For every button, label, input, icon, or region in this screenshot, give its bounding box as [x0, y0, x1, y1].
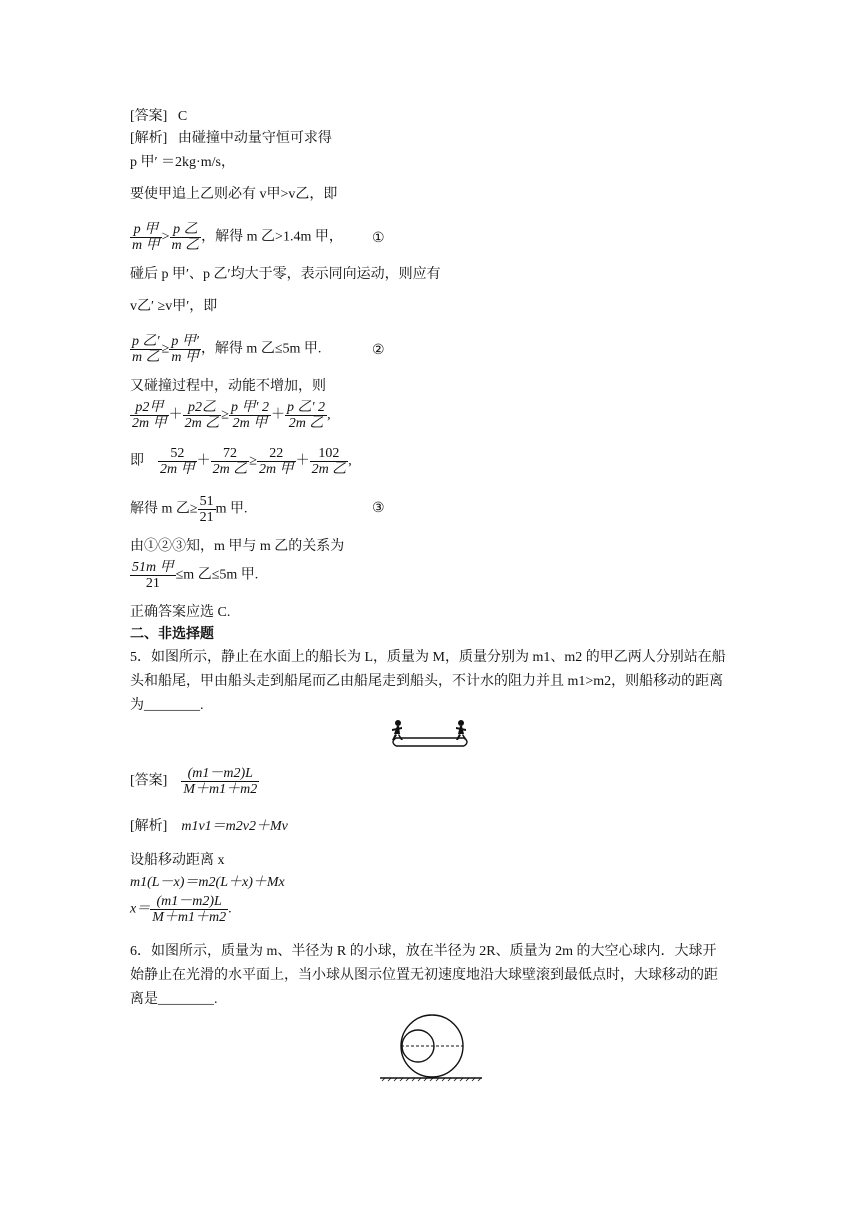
energy-inequality-numeric: 即 $\frac{52}{\text{2m 甲}}$ ＋ $\frac{72}{\text{2m 乙}}$ ≥ $\frac{22}{\text{2m 甲}}$ ＋ $\frac{102}{\text{2m 乙}}$ , [130, 446, 352, 477]
q5-line-2: 设船移动距离 x [130, 853, 225, 868]
section-title: 二、非选择题 [130, 627, 214, 642]
boat-figure [388, 716, 472, 752]
inequality-line-1: $\frac{\text{p 甲}}{\text{m 甲}}$ > $\frac{\text{p 乙}}{\text{m 乙}}$ ，解得 m 乙>1.4m 甲， [132, 222, 343, 253]
inequality-result-1: ，解得 m 乙>1.4m 甲， [201, 229, 343, 245]
momentum-line: p 甲′ ＝2kg·m/s， [130, 155, 235, 170]
final-relation: $\frac{\text{51m 甲}}{21}$ ≤m 乙≤5m 甲. [132, 560, 259, 591]
q5-line-4: x＝ $\frac{(m1-m2)L}{M+m1+m2}$ . [130, 894, 232, 925]
fraction: $\frac{\text{p 甲}}{\text{m 甲}}$ [132, 222, 160, 253]
person-2 [456, 720, 467, 740]
equation-mark-2: ② [372, 343, 385, 358]
after-collision-line: 碰后 p 甲′、p 乙′均大于零，表示同向运动，则应有 [130, 267, 441, 282]
solve-line-3: 解得 m 乙≥ $\frac{51}{21}$ m 甲. [130, 494, 248, 525]
answer-value: C [177, 109, 188, 124]
equation-mark-1: ① [372, 231, 385, 246]
q5-analysis: [解析] m1v1＝m2v2＋Mv [130, 819, 288, 834]
correct-answer-line: 正确答案应选 C. [130, 605, 231, 620]
inequality-result-2: ，解得 m 乙≤5m 甲. [200, 341, 322, 357]
relation-line: 由①②③知，m 甲与 m 乙的关系为 [130, 539, 345, 554]
answer-tag: [答案] [130, 109, 168, 124]
question-5: 5．如图所示，静止在水面上的船长为 L，质量为 M，质量分别为 m1、m2 的甲乙两人分别站在船头和船尾，甲由船头走到船尾而乙由船尾走到船头，不计水的阻力并且 m1>m2，则船移动的距离为________. [130, 650, 726, 713]
sphere-figure [376, 1012, 486, 1084]
fraction: $\frac{\text{p 乙′}}{\text{m 乙}}$ [132, 334, 160, 365]
analysis-tag: [解析] [130, 131, 168, 146]
boat-hull [393, 738, 467, 746]
question-6: 6．如图所示，质量为 m、半径为 R 的小球，放在半径为 2R、质量为 2m 的大空心球内．大球开始静止在光滑的水平面上，当小球从图示位置无初速度地沿大球壁滚到最低点时，大球移动的距离是________. [130, 944, 718, 1007]
q5-line-3: m1(L－x)＝m2(L＋x)＋Mx [130, 875, 285, 890]
answer-line [130, 108, 187, 126]
equation-mark-3: ③ [372, 501, 385, 516]
catch-up-condition: 要使甲追上乙则必有 v甲>v乙，即 [130, 187, 338, 202]
velocity-condition: v乙′ ≥v甲′，即 [130, 299, 218, 314]
energy-inequality-symbolic: $\frac{\text{p2甲}}{\text{2m 甲}}$ ＋ $\frac{\text{p2乙}}{\text{2m 乙}}$ ≥ $\frac{\text{p 甲′ 2}}{\text{2m 甲}}$ ＋ $\frac{\text{p 乙′ 2}}{\text{2m 乙}}$ , [132, 400, 331, 431]
fraction: $\frac{\text{p 乙}}{\text{m 乙}}$ [171, 222, 200, 253]
inequality-line-2: $\frac{\text{p 乙′}}{\text{m 乙}}$ ≥ $\frac{\text{p 甲′}}{\text{m 甲}}$ ，解得 m 乙≤5m 甲. [132, 334, 322, 365]
person-1 [392, 720, 403, 740]
fraction: $\frac{\text{p 甲′}}{\text{m 甲}}$ [171, 334, 199, 365]
q5-answer: [答案] $\frac{(m1-m2)L}{M+m1+m2}$ [130, 766, 258, 797]
analysis-intro: 由碰撞中动量守恒可求得 [177, 131, 332, 146]
analysis-intro-line [130, 130, 332, 148]
kinetic-energy-line: 又碰撞过程中，动能不增加，则 [130, 379, 326, 394]
